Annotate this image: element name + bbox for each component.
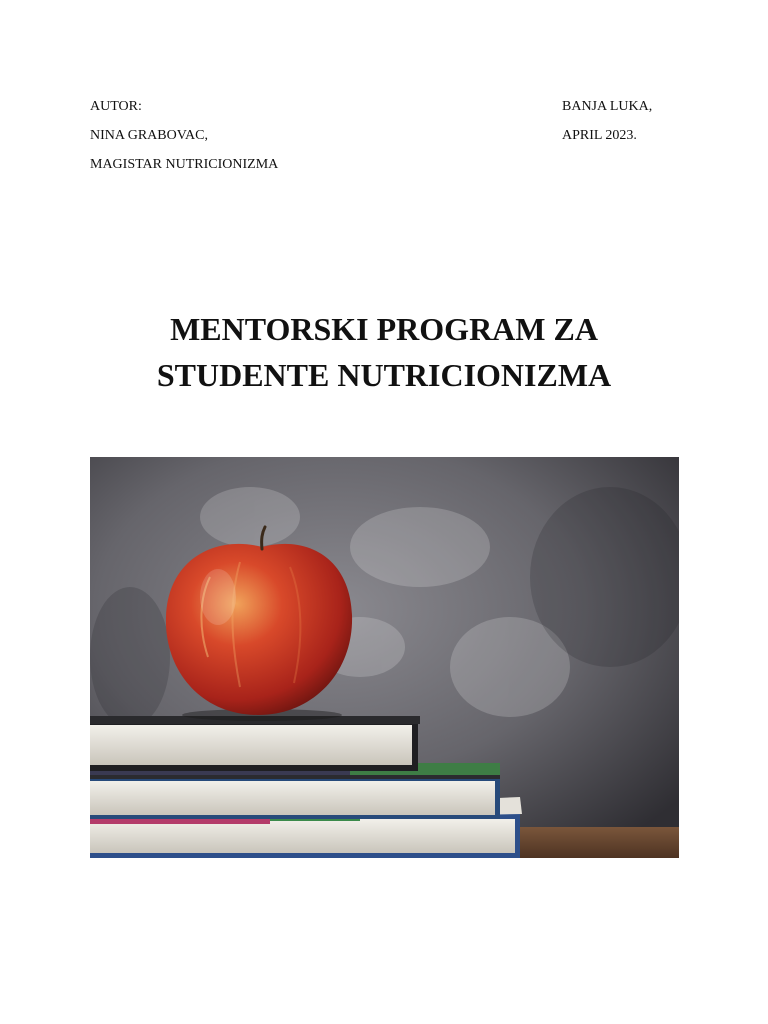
- author-label: AUTOR:: [90, 99, 142, 114]
- date-text: APRIL 2023.: [562, 128, 637, 143]
- book-top: [90, 716, 420, 771]
- title-line-1: MENTORSKI PROGRAM ZA: [170, 311, 598, 347]
- author-name: NINA GRABOVAC,: [90, 128, 208, 143]
- title-line-2: STUDENTE NUTRICIONIZMA: [156, 357, 612, 393]
- cover-image-apple-books: [90, 457, 679, 858]
- place-text: BANJA LUKA,: [562, 99, 653, 114]
- author-degree: MAGISTAR NUTRICIONIZMA: [90, 157, 279, 172]
- place-date-block: [562, 92, 652, 150]
- book-middle: [90, 763, 500, 819]
- document-title: [0, 306, 768, 398]
- author-block: [90, 92, 278, 179]
- apple-books-illustration: [90, 457, 679, 858]
